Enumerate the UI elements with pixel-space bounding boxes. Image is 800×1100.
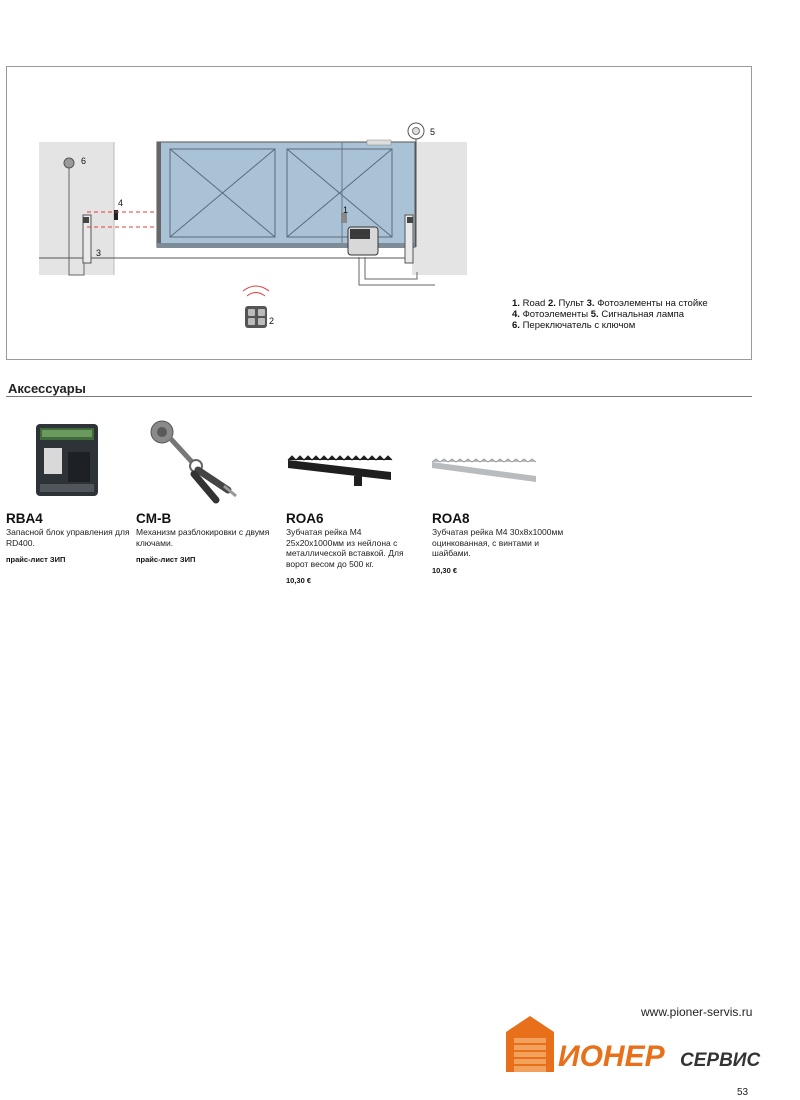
control-unit-image (6, 412, 141, 508)
callout-1: 1 (343, 205, 349, 215)
product-price: 10,30 € (286, 576, 312, 585)
legend-line: 1. Road 2. Пульт 3. Фотоэлементы на стойке (512, 298, 708, 309)
photocell-post-right (405, 215, 413, 263)
product-price: 10,30 € (432, 565, 458, 575)
section-divider (6, 396, 752, 397)
page-number: 53 (737, 1087, 749, 1098)
right-wall (412, 142, 467, 275)
company-logo (500, 1004, 780, 1079)
legend-line: 6. Переключатель с ключом (512, 320, 636, 331)
product-code: ROA6 (286, 511, 324, 526)
callout-4: 4 (118, 198, 124, 208)
section-title: Аксессуары (8, 381, 86, 396)
garage-door-logo-icon (506, 1016, 554, 1072)
legend-line: 4. Фотоэлементы 5. Сигнальная лампа (512, 309, 685, 320)
callout-5: 5 (430, 127, 436, 137)
product-card (136, 412, 271, 564)
product-description: Зубчатая рейка M4 30x8x1000мм оцинкованная, с винтами и шайбами. (432, 527, 564, 558)
product-card (286, 412, 421, 585)
svg-text:ИОНЕР: ИОНЕР (558, 1040, 665, 1073)
product-description: Зубчатая рейка M4 25x20x1000мм из нейлона с металлической вставкой. Для ворот весом до 500 кг. (286, 527, 404, 569)
key-switch-icon (64, 158, 74, 168)
diagram-legend (512, 298, 708, 331)
product-description: Запасной блок управления для RD400. (6, 527, 130, 548)
callout-3: 3 (96, 248, 102, 258)
price-list-note: прайс-лист ЗИП (136, 555, 196, 564)
left-wall (39, 142, 114, 275)
svg-text:СЕРВИС: СЕРВИС (680, 1050, 761, 1071)
product-code: ROA8 (432, 511, 470, 526)
website-url[interactable]: www.pioner-servis.ru (641, 1005, 753, 1019)
photocell-post-left (83, 215, 91, 263)
remote-control-icon (243, 286, 269, 328)
product-description: Механизм разблокировки с двумя ключами. (136, 527, 270, 548)
galvanized-rack-image (432, 412, 567, 508)
nylon-rack-image (286, 412, 421, 508)
product-card (432, 412, 567, 575)
product-code: CM-B (136, 511, 172, 526)
price-list-note: прайс-лист ЗИП (6, 555, 66, 564)
release-keys-image (136, 412, 271, 508)
callout-6: 6 (81, 156, 87, 166)
product-code: RBA4 (6, 511, 43, 526)
product-card (6, 412, 141, 564)
callout-2: 2 (269, 316, 275, 326)
